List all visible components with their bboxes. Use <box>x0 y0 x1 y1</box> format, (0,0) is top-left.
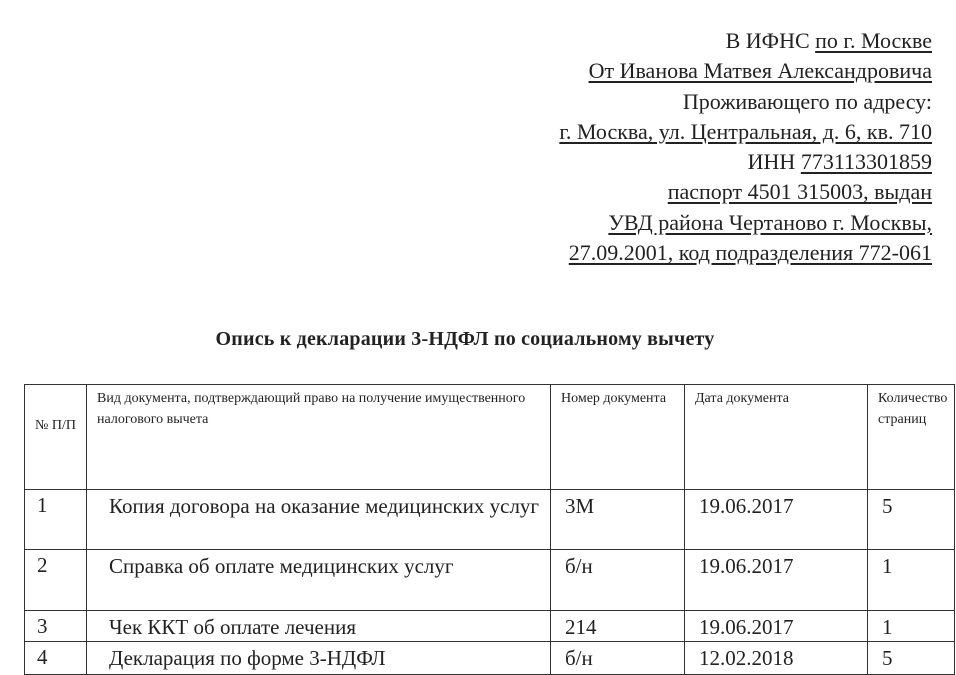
address-value: г. Москва, ул. Центральная, д. 6, кв. 710 <box>559 118 932 144</box>
row-document-type: Копия договора на оказание медицинских услуг <box>87 490 551 550</box>
header-num: № П/П <box>25 385 87 490</box>
passport-date-line: 27.09.2001, код подразделения 772-061 <box>568 240 932 266</box>
addressee-line-1 <box>559 26 932 56</box>
passport-line: паспорт 4501 315003, выдан <box>667 179 932 205</box>
row-page-count: 1 <box>868 550 955 611</box>
table-row <box>25 642 955 675</box>
addressee-prefix: В ИФНС <box>725 28 816 53</box>
document-title: Опись к декларации 3-НДФЛ по социальному вычету <box>215 328 715 350</box>
addressee-authority: по г. Москве <box>815 28 932 53</box>
row-page-count: 1 <box>868 611 955 642</box>
row-document-date: 19.06.2017 <box>685 611 868 642</box>
row-document-type: Декларация по форме 3-НДФЛ <box>87 642 551 675</box>
row-num: 2 <box>25 550 87 611</box>
passport-issuer-line: УВД района Чертаново г. Москвы, <box>608 209 932 235</box>
row-page-count: 5 <box>868 490 955 550</box>
row-document-number: 3М <box>551 490 685 550</box>
row-document-date: 19.06.2017 <box>685 490 868 550</box>
address-label: Проживающего по адресу: <box>682 88 932 114</box>
addressee-block <box>559 26 932 268</box>
row-document-date: 19.06.2017 <box>685 550 868 611</box>
row-document-number: 214 <box>551 611 685 642</box>
documents-table <box>24 384 955 675</box>
header-document-date: Дата документа <box>685 385 868 490</box>
header-page-count: Количество страниц <box>868 385 955 490</box>
table-row <box>25 550 955 611</box>
inn-line <box>559 147 932 177</box>
header-document-number: Номер документа <box>551 385 685 490</box>
sender-name: От Иванова Матвея Александровича <box>588 58 932 84</box>
row-document-number: б/н <box>551 550 685 611</box>
row-num: 3 <box>25 611 87 642</box>
row-page-count: 5 <box>868 642 955 675</box>
table-header-row <box>25 385 955 490</box>
table-row <box>25 611 955 642</box>
row-num: 1 <box>25 490 87 550</box>
row-document-number: б/н <box>551 642 685 675</box>
row-num: 4 <box>25 642 87 675</box>
row-document-type: Справка об оплате медицинских услуг <box>87 550 551 611</box>
table-row <box>25 490 955 550</box>
row-document-type: Чек ККТ об оплате лечения <box>87 611 551 642</box>
inn-label: ИНН <box>747 149 801 175</box>
row-document-date: 12.02.2018 <box>685 642 868 675</box>
header-document-type: Вид документа, подтверждающий право на получение имущественного налогового вычета <box>87 385 551 490</box>
inn-value: 773113301859 <box>800 149 932 175</box>
